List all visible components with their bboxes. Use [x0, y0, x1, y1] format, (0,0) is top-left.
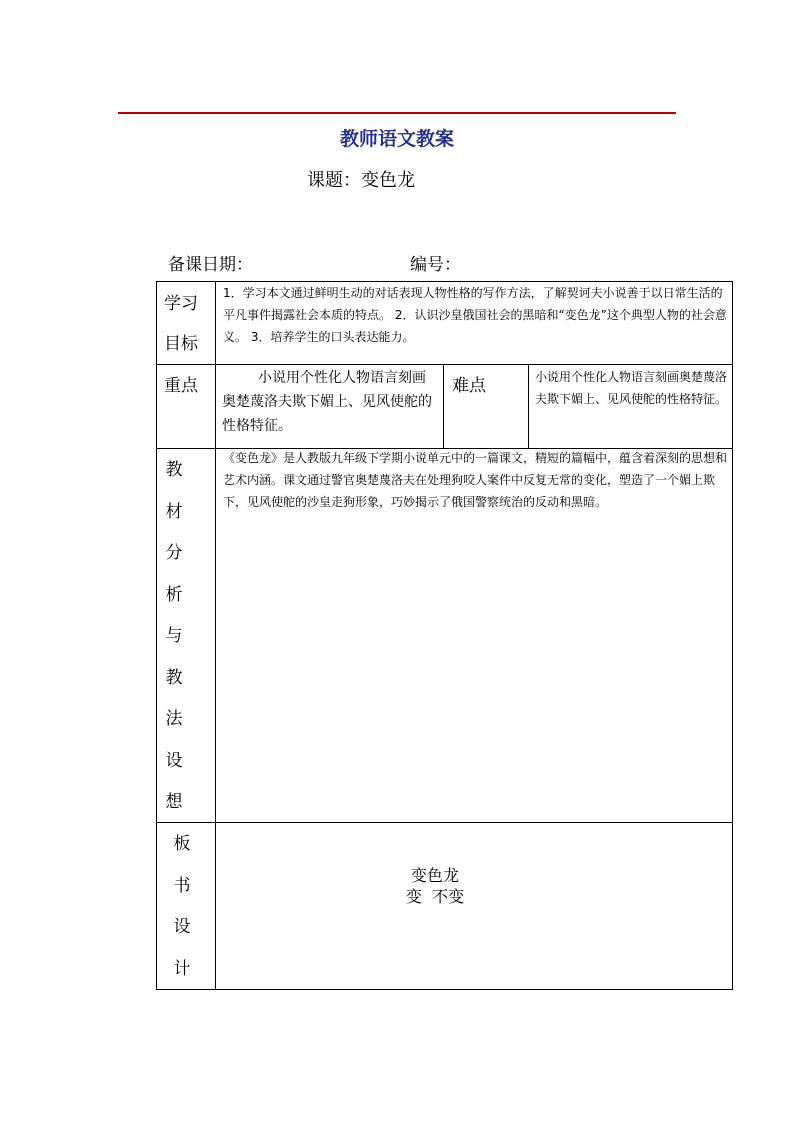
analysis-label-char: 想	[165, 792, 183, 812]
header-rule	[118, 112, 676, 114]
analysis-label-char: 分	[165, 543, 183, 563]
board-label-char: 板	[173, 834, 191, 854]
analysis-label-char: 材	[165, 501, 183, 522]
board-label-char: 计	[173, 958, 191, 979]
keypoint-text: 小说用个性化人物语言刻画奥楚蔑洛夫欺下媚上、见风使舵的性格特征。	[222, 370, 432, 434]
objectives-text: 1．学习本文通过鲜明生动的对话表现人物性格的写作方法，了解契诃夫小说善于以日常生活的平凡事件揭露社会本质的特点。 2．认识沙皇俄国社会的黑暗和“变色龙”这个典型人物的社会意义。 3．培养学生的口头表达能力。	[223, 286, 727, 344]
board-line-contrast: 变 不变	[405, 887, 465, 906]
board-label-char: 设	[173, 917, 191, 937]
objectives-label	[164, 284, 198, 364]
page-title: 教师语文教案	[339, 128, 454, 150]
row-line-3	[156, 822, 733, 823]
prep-date-label: 备课日期：	[168, 255, 253, 275]
analysis-label-char: 设	[165, 750, 183, 771]
analysis-label-char: 与	[165, 626, 183, 646]
keypoint-label: 重点	[164, 376, 198, 396]
objectives-label-line1: 学习	[164, 294, 198, 314]
difficulty-text: 小说用个性化人物语言刻画奥楚蔑洛夫欺下媚上、见风使舵的性格特征。	[535, 370, 728, 406]
keypoint-divider-2	[528, 364, 529, 448]
keypoint-divider-1	[443, 364, 444, 448]
objectives-label-line2: 目标	[164, 334, 198, 354]
analysis-text: 《变色龙》是人教版九年级下学期小说单元中的一篇课文，精短的篇幅中，蕴含着深刻的思想和艺术内涵。课文通过警官奥楚蔑洛夫在处理狗咬人案件中反复无常的变化，塑造了一个媚上欺下，见风使舵的沙皇走狗形象，巧妙揭示了俄国警察统治的反动和黑暗。	[223, 451, 728, 509]
label-divider-bottom	[215, 448, 216, 990]
analysis-label-char: 教	[165, 667, 183, 688]
analysis-label-char: 法	[165, 709, 183, 729]
row-line-1	[156, 364, 733, 365]
lesson-subject: 课题：变色龙	[307, 170, 415, 191]
board-line-title: 变色龙	[410, 866, 459, 885]
board-label	[172, 824, 192, 990]
board-label-char: 书	[173, 875, 191, 896]
analysis-label-char: 析	[165, 584, 183, 605]
analysis-label	[164, 450, 184, 824]
analysis-label-char: 教	[165, 460, 183, 480]
difficulty-label: 难点	[452, 376, 486, 396]
lesson-number-label: 编号：	[410, 255, 461, 275]
